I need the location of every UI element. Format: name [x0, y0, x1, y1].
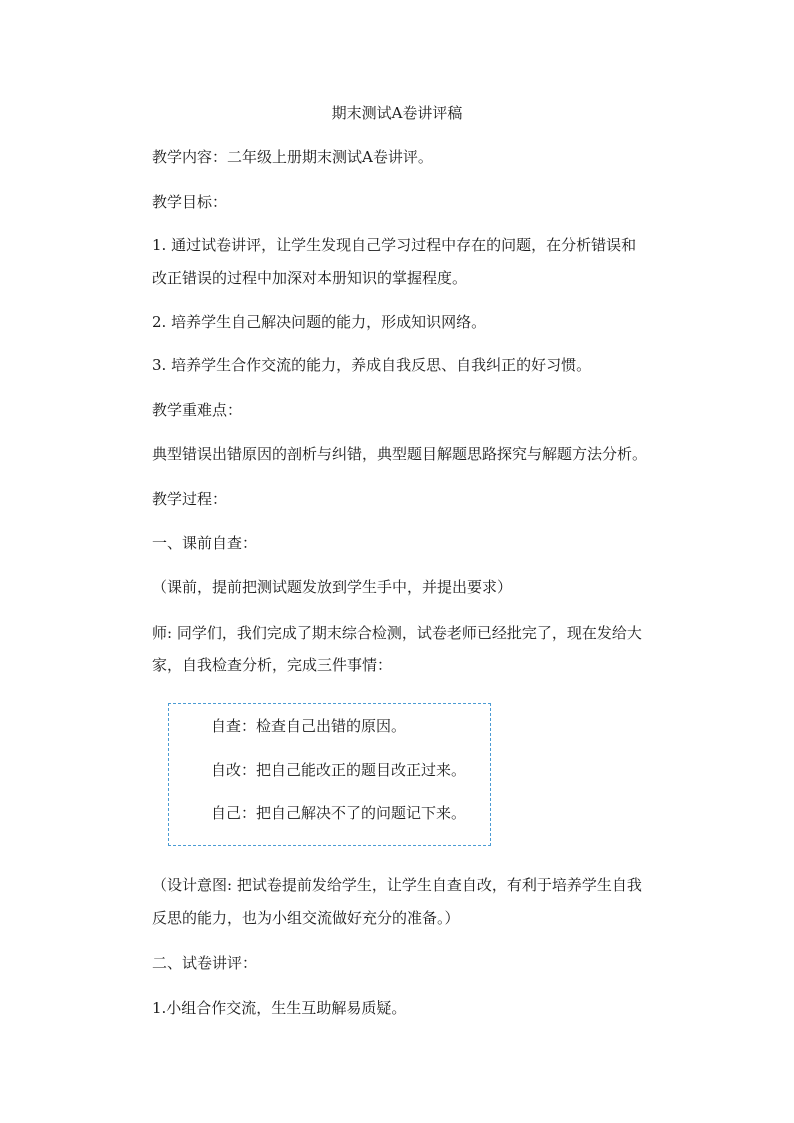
- section-2-heading: 二、试卷讲评：: [152, 954, 258, 972]
- section-1-heading: 一、课前自查：: [152, 534, 258, 552]
- difficulty-text: 典型错误出错原因的剖析与纠错，典型题目解题思路探究与解题方法分析。: [152, 445, 648, 463]
- self-check-box: [168, 703, 491, 846]
- design-intent-line-1: （设计意图: 把试卷提前发给学生，让学生自查自改，有利于培养学生自我: [152, 876, 642, 894]
- goal-1-line-2: 改正错误的过程中加深对本册知识的掌握程度。: [152, 269, 468, 287]
- goal-1-line-1: 1. 通过试卷讲评，让学生发现自己学习过程中存在的问题，在分析错误和: [152, 236, 637, 254]
- teacher-line-2: 家，自我检查分析，完成三件事情：: [152, 656, 393, 674]
- goal-2: 2. 培养学生自己解决问题的能力，形成知识网络。: [152, 313, 487, 331]
- box-item-self-correct: 自改：把自己能改正的题目改正过来。: [211, 761, 467, 779]
- box-item-self-record: 自己：把自己解决不了的问题记下来。: [211, 804, 467, 822]
- process-heading: 教学过程：: [152, 490, 228, 508]
- box-item-self-check: 自查：检查自己出错的原因。: [211, 717, 407, 735]
- design-intent-line-2: 反思的能力，也为小组交流做好充分的准备。）: [152, 909, 460, 927]
- teacher-line-1: 师: 同学们，我们完成了期末综合检测，试卷老师已经批完了，现在发给大: [152, 624, 642, 642]
- goals-heading: 教学目标：: [152, 193, 228, 211]
- document-title: 期末测试A卷讲评稿: [331, 104, 463, 122]
- difficulty-heading: 教学重难点：: [152, 401, 243, 419]
- section-1-note: （课前，提前把测试题发放到学生手中，并提出要求）: [152, 578, 513, 596]
- section-2-item-1: 1.小组合作交流，生生互助解易质疑。: [152, 999, 407, 1017]
- teaching-content: 教学内容：二年级上册期末测试A卷讲评。: [152, 148, 433, 166]
- goal-3: 3. 培养学生合作交流的能力，养成自我反思、自我纠正的好习惯。: [152, 356, 592, 374]
